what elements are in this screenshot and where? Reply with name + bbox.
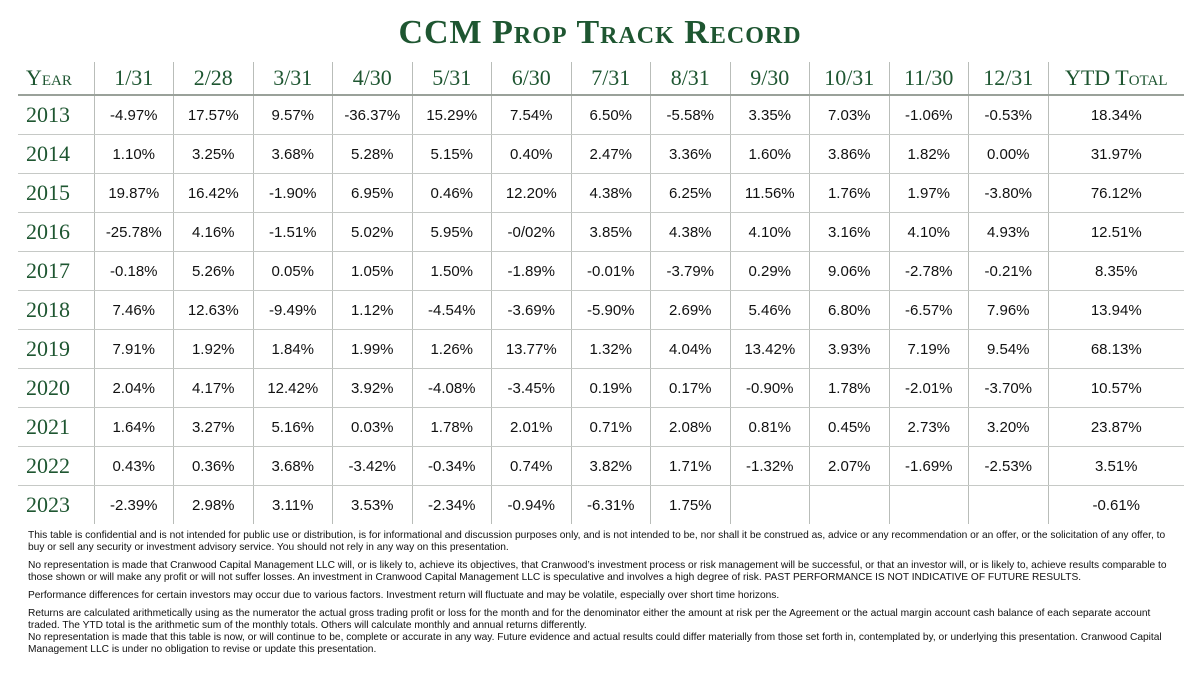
ytd-total-cell: 31.97% [1048,135,1184,174]
year-cell: 2021 [18,408,94,447]
monthly-return-cell: -36.37% [333,95,413,135]
header-month: 8/31 [651,62,731,95]
table-row [18,95,1184,135]
header-month: 7/31 [571,62,651,95]
year-cell: 2020 [18,369,94,408]
monthly-return-cell: -3.79% [651,252,731,291]
monthly-return-cell: -0/02% [492,213,572,252]
monthly-return-cell: 3.25% [174,135,254,174]
monthly-return-cell [889,486,969,525]
monthly-return-cell: 2.73% [889,408,969,447]
monthly-return-cell: -1.06% [889,95,969,135]
monthly-return-cell: -4.08% [412,369,492,408]
monthly-return-cell: -6.57% [889,291,969,330]
monthly-return-cell: 7.46% [94,291,174,330]
ytd-total-cell: 13.94% [1048,291,1184,330]
monthly-return-cell: 0.05% [253,252,333,291]
ytd-total-cell: -0.61% [1048,486,1184,525]
monthly-return-cell: 0.29% [730,252,810,291]
monthly-return-cell: 4.04% [651,330,731,369]
monthly-return-cell: 0.74% [492,447,572,486]
monthly-return-cell: 3.68% [253,135,333,174]
table-row [18,330,1184,369]
monthly-return-cell: 4.10% [889,213,969,252]
monthly-return-cell: 13.77% [492,330,572,369]
monthly-return-cell: 1.50% [412,252,492,291]
monthly-return-cell: -0.53% [969,95,1049,135]
header-year: Year [18,62,94,95]
monthly-return-cell: 0.43% [94,447,174,486]
monthly-return-cell: -2.53% [969,447,1049,486]
monthly-return-cell: 9.57% [253,95,333,135]
monthly-return-cell: 0.36% [174,447,254,486]
monthly-return-cell: 7.03% [810,95,890,135]
monthly-return-cell: 7.19% [889,330,969,369]
header-ytd-total: YTD Total [1048,62,1184,95]
monthly-return-cell: 1.71% [651,447,731,486]
year-cell: 2019 [18,330,94,369]
monthly-return-cell: 0.17% [651,369,731,408]
monthly-return-cell: 1.10% [94,135,174,174]
monthly-return-cell: 2.69% [651,291,731,330]
monthly-return-cell: 3.20% [969,408,1049,447]
monthly-return-cell: -2.01% [889,369,969,408]
monthly-return-cell: 3.68% [253,447,333,486]
monthly-return-cell: -1.89% [492,252,572,291]
monthly-return-cell: 0.81% [730,408,810,447]
monthly-return-cell: 12.42% [253,369,333,408]
disclaimer-no-representation: No representation is made that Cranwood Capital Management LLC will, or is likely to, achieve its objectives, that Cranwood’s investment process or risk management will be successful, or that an investor will, or is likely to, achieve results comparable to those shown or will make any profit or will not suffer losses. An investment in Cranwood Capital Management LLC is speculative and involves a high degree of risk. PAST PERFORMANCE IS NOT INDICATIVE OF FUTURE RESULTS. [28,560,1167,583]
monthly-return-cell: -3.69% [492,291,572,330]
monthly-return-cell: 7.96% [969,291,1049,330]
monthly-return-cell: 1.64% [94,408,174,447]
monthly-return-cell: -1.69% [889,447,969,486]
monthly-return-cell: 0.46% [412,174,492,213]
monthly-return-cell: 1.26% [412,330,492,369]
monthly-return-cell: 1.60% [730,135,810,174]
header-month: 6/30 [492,62,572,95]
monthly-return-cell: 5.15% [412,135,492,174]
monthly-return-cell: 1.32% [571,330,651,369]
monthly-return-cell: 13.42% [730,330,810,369]
monthly-return-cell: 11.56% [730,174,810,213]
monthly-return-cell: 19.87% [94,174,174,213]
header-month: 11/30 [889,62,969,95]
monthly-return-cell [730,486,810,525]
monthly-return-cell: -4.97% [94,95,174,135]
monthly-return-cell: 1.92% [174,330,254,369]
monthly-return-cell: -1.32% [730,447,810,486]
monthly-return-cell: 5.28% [333,135,413,174]
monthly-return-cell: 1.82% [889,135,969,174]
ytd-total-cell: 68.13% [1048,330,1184,369]
header-month: 9/30 [730,62,810,95]
monthly-return-cell [969,486,1049,525]
disclaimer-confidential: This table is confidential and is not intended for public use or distribution, is for informational and discussion purposes only, and is not intended to be, nor shall it be construed as, advice or any recommendation or an offer, or the solicitation of any offer, to buy or sell any security or investment advisory service. You should not rely in any way on this presentation. [28,530,1166,553]
monthly-return-cell: 3.85% [571,213,651,252]
monthly-return-cell: 3.36% [651,135,731,174]
monthly-return-cell: -25.78% [94,213,174,252]
table-row [18,213,1184,252]
monthly-return-cell: 0.00% [969,135,1049,174]
monthly-return-cell: 2.01% [492,408,572,447]
monthly-return-cell: -5.90% [571,291,651,330]
table-header-row [18,62,1184,95]
table-row [18,174,1184,213]
monthly-return-cell: -0.18% [94,252,174,291]
monthly-return-cell: 17.57% [174,95,254,135]
header-month: 3/31 [253,62,333,95]
year-cell: 2016 [18,213,94,252]
monthly-return-cell: 0.45% [810,408,890,447]
monthly-return-cell: -3.70% [969,369,1049,408]
monthly-return-cell: 1.99% [333,330,413,369]
table-body [18,95,1184,524]
monthly-return-cell: 3.92% [333,369,413,408]
header-month: 12/31 [969,62,1049,95]
monthly-return-cell: 3.16% [810,213,890,252]
monthly-return-cell: 5.26% [174,252,254,291]
monthly-return-cell: 1.75% [651,486,731,525]
monthly-return-cell: 5.02% [333,213,413,252]
header-month: 2/28 [174,62,254,95]
monthly-return-cell: 1.12% [333,291,413,330]
monthly-return-cell: 3.35% [730,95,810,135]
year-cell: 2023 [26,492,70,517]
disclaimer-accuracy: No representation is made that this table is now, or will continue to be, complete or accurate in any way. Future evidence and actual results could differ materially from those set forth in, contemplated by, or underlying this presentation. Cranwood Capital Management LLC is under no obligation to revise or update this presentation. [28,632,1162,655]
monthly-return-cell: 4.38% [651,213,731,252]
monthly-return-cell: -0.94% [492,486,572,525]
ytd-total-cell: 76.12% [1048,174,1184,213]
monthly-return-cell: -6.31% [571,486,651,525]
monthly-return-cell: -3.42% [333,447,413,486]
monthly-return-cell: 9.54% [969,330,1049,369]
year-cell: 2015 [18,174,94,213]
year-cell: 2013 [18,95,94,135]
monthly-return-cell [810,486,890,525]
disclaimer-returns-calculation: Returns are calculated arithmetically using as the numerator the actual gross trading profit or loss for the month and for the denominator either the amount at risk per the Agreement or the actual margin account cash balance of each separate account traded. The YTD total is the arithmetic sum of the monthly totals. Others will calculate monthly and annual returns differently. [28,608,1151,631]
monthly-return-cell: -0.90% [730,369,810,408]
header-month: 1/31 [94,62,174,95]
monthly-return-cell: 1.97% [889,174,969,213]
monthly-return-cell: 1.84% [253,330,333,369]
monthly-return-cell: 1.78% [810,369,890,408]
ytd-total-cell: 23.87% [1048,408,1184,447]
monthly-return-cell: 12.63% [174,291,254,330]
table-row [18,369,1184,408]
monthly-return-cell: 3.82% [571,447,651,486]
monthly-return-cell: 4.93% [969,213,1049,252]
monthly-return-cell: -2.39% [94,486,174,525]
monthly-return-cell: 2.98% [174,486,254,525]
monthly-return-cell: -3.45% [492,369,572,408]
monthly-return-cell: -2.34% [412,486,492,525]
monthly-return-cell: 7.91% [94,330,174,369]
monthly-return-cell: 3.11% [253,486,333,525]
track-record-table [18,62,1184,524]
table-row [18,291,1184,330]
table-row [18,135,1184,174]
monthly-return-cell: 6.95% [333,174,413,213]
monthly-return-cell: 2.47% [571,135,651,174]
disclaimer-performance-differences: Performance differences for certain investors may occur due to various factors. Investment return will fluctuate and may be volatile, especially over short time horizons. [28,590,780,601]
page-title: CCM Prop Track Record [398,14,802,51]
monthly-return-cell: 0.40% [492,135,572,174]
year-cell: 2017 [18,252,94,291]
monthly-return-cell: 5.46% [730,291,810,330]
year-cell: 2018 [18,291,94,330]
monthly-return-cell: 15.29% [412,95,492,135]
monthly-return-cell: -2.78% [889,252,969,291]
table-row [18,486,1184,525]
year-cell: 2022 [18,447,94,486]
monthly-return-cell: 6.50% [571,95,651,135]
monthly-return-cell: -0.34% [412,447,492,486]
monthly-return-cell: 7.54% [492,95,572,135]
monthly-return-cell: 9.06% [810,252,890,291]
monthly-return-cell: 0.03% [333,408,413,447]
monthly-return-cell: 6.25% [651,174,731,213]
monthly-return-cell: 2.04% [94,369,174,408]
monthly-return-cell: 0.71% [571,408,651,447]
monthly-return-cell: 0.19% [571,369,651,408]
year-cell: 2014 [18,135,94,174]
table-row [18,408,1184,447]
monthly-return-cell: 4.38% [571,174,651,213]
monthly-return-cell: -3.80% [969,174,1049,213]
monthly-return-cell: 3.27% [174,408,254,447]
monthly-return-cell: 6.80% [810,291,890,330]
monthly-return-cell: -0.01% [571,252,651,291]
monthly-return-cell: 1.76% [810,174,890,213]
monthly-return-cell: 3.86% [810,135,890,174]
monthly-return-cell: -9.49% [253,291,333,330]
monthly-return-cell: 1.05% [333,252,413,291]
header-month: 5/31 [412,62,492,95]
table-row [18,447,1184,486]
ytd-total-cell: 3.51% [1048,447,1184,486]
ytd-total-cell: 8.35% [1048,252,1184,291]
table-row [18,252,1184,291]
monthly-return-cell: 16.42% [174,174,254,213]
header-month: 10/31 [810,62,890,95]
monthly-return-cell: -1.51% [253,213,333,252]
monthly-return-cell: -5.58% [651,95,731,135]
ytd-total-cell: 12.51% [1048,213,1184,252]
monthly-return-cell: 3.93% [810,330,890,369]
header-month: 4/30 [333,62,413,95]
ytd-total-cell: 18.34% [1048,95,1184,135]
ytd-total-cell: 10.57% [1048,369,1184,408]
monthly-return-cell: 4.10% [730,213,810,252]
monthly-return-cell: 4.17% [174,369,254,408]
monthly-return-cell: 12.20% [492,174,572,213]
monthly-return-cell: -1.90% [253,174,333,213]
monthly-return-cell: 4.16% [174,213,254,252]
disclaimer-section [28,530,1180,656]
monthly-return-cell: -4.54% [412,291,492,330]
monthly-return-cell: 1.78% [412,408,492,447]
monthly-return-cell: 5.16% [253,408,333,447]
monthly-return-cell: -0.21% [969,252,1049,291]
monthly-return-cell: 2.08% [651,408,731,447]
monthly-return-cell: 3.53% [333,486,413,525]
monthly-return-cell: 5.95% [412,213,492,252]
monthly-return-cell: 2.07% [810,447,890,486]
